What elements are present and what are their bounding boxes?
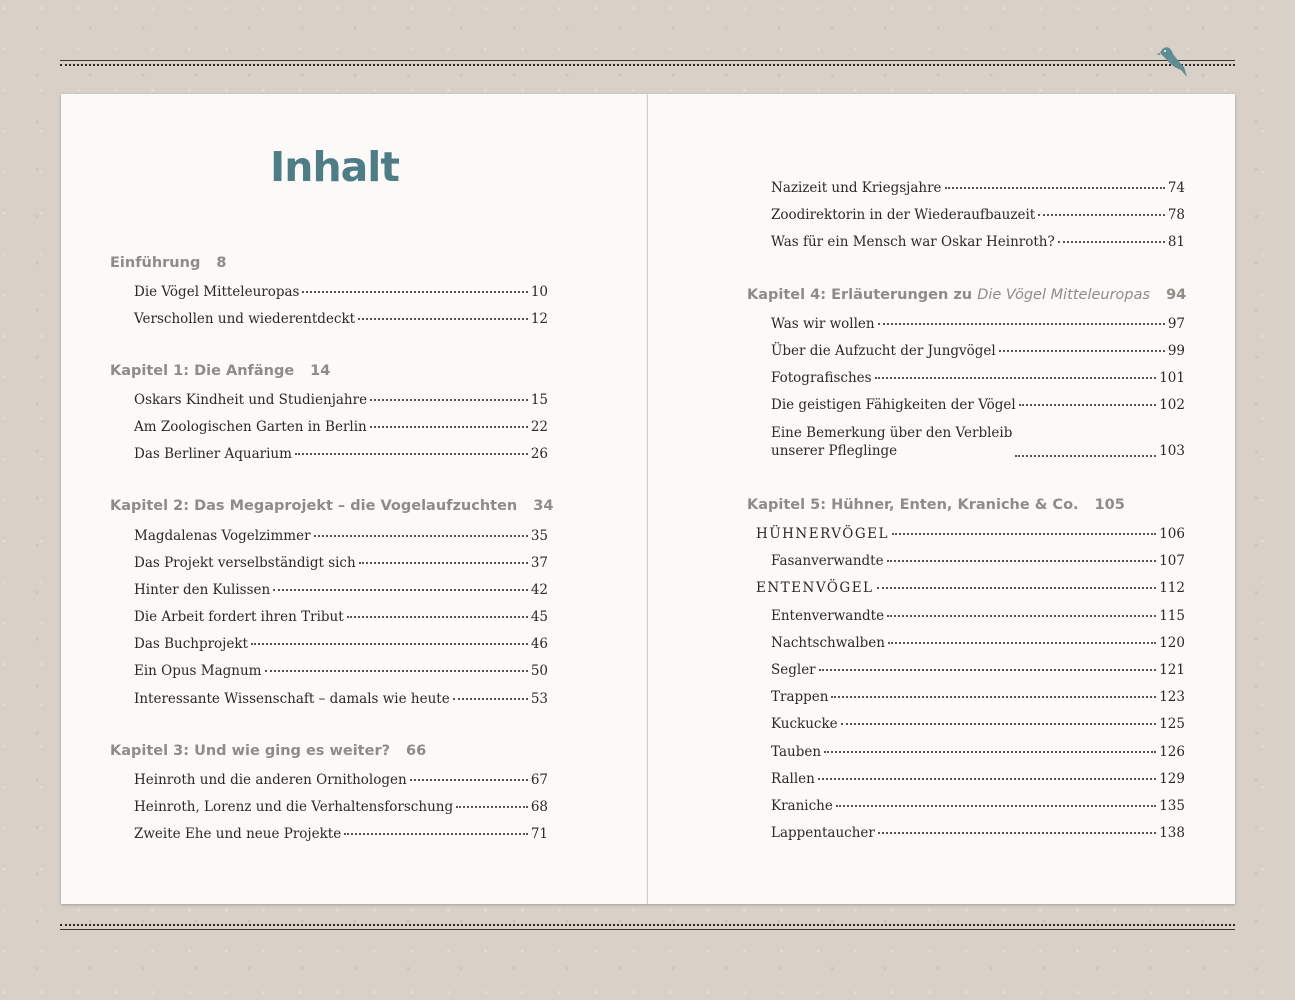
chapter-page: 34	[533, 498, 554, 514]
bird-icon	[1156, 41, 1190, 79]
toc-entry-label: Oskars Kindheit und Studienjahre	[134, 392, 368, 408]
toc-entry[interactable]	[134, 825, 548, 843]
toc-entry-label: Am Zoologischen Garten in Berlin	[134, 419, 367, 435]
toc-entry[interactable]	[134, 391, 548, 409]
chapter-heading[interactable]	[110, 743, 426, 759]
toc-entry[interactable]	[134, 635, 548, 653]
toc-entry-page: 53	[530, 691, 548, 707]
toc-entry-label: Heinroth, Lorenz und die Verhaltensforschung	[134, 799, 454, 815]
dot-leader	[273, 589, 528, 591]
toc-entry-label: Interessante Wissenschaft – damals wie heute	[134, 691, 450, 707]
toc-entry-page: 37	[530, 555, 548, 571]
dot-leader	[875, 377, 1157, 379]
dot-leader	[1058, 241, 1165, 243]
chapter-title: Einführung	[110, 255, 201, 271]
dot-leader	[302, 291, 527, 293]
dot-leader	[887, 560, 1157, 562]
toc-entry-label-line1: Eine Bemerkung über den Verbleib	[771, 425, 1013, 441]
chapter-page: 8	[216, 255, 227, 271]
toc-entry[interactable]	[134, 527, 548, 545]
dot-leader	[456, 806, 528, 808]
toc-entry[interactable]	[771, 607, 1185, 625]
toc-entry-page: 135	[1159, 798, 1185, 814]
toc-entry[interactable]	[771, 715, 1185, 733]
dot-leader	[453, 698, 528, 700]
dot-leader	[251, 643, 528, 645]
chapter-title: Kapitel 4: Erläuterungen zu	[747, 287, 978, 303]
toc-entry-page: 22	[530, 419, 548, 435]
toc-entry-page: 126	[1159, 744, 1185, 760]
toc-entry[interactable]	[771, 688, 1185, 706]
toc-entry-page: 102	[1159, 397, 1185, 413]
toc-entry[interactable]	[134, 554, 548, 572]
toc-entry[interactable]	[771, 824, 1185, 842]
toc-entry-label: Zweite Ehe und neue Projekte	[134, 826, 342, 842]
dot-leader	[878, 832, 1156, 834]
toc-entry-label: Die Vögel Mitteleuropas	[134, 284, 300, 300]
toc-entry[interactable]	[134, 581, 548, 599]
toc-entry-page: 12	[530, 311, 548, 327]
toc-entry-page: 106	[1159, 526, 1185, 542]
toc-entry-page: 67	[530, 772, 548, 788]
dot-leader	[818, 778, 1156, 780]
toc-entry-page: 112	[1159, 580, 1185, 596]
dot-leader	[1015, 455, 1156, 457]
toc-entry-page: 101	[1159, 370, 1185, 386]
toc-entry-page: 99	[1167, 343, 1185, 359]
dot-leader	[841, 723, 1157, 725]
toc-entry-label: Die geistigen Fähigkeiten der Vögel	[771, 397, 1016, 413]
toc-entry-label: HÜHNERVÖGEL	[756, 526, 889, 542]
toc-entry-label: Das Berliner Aquarium	[134, 446, 292, 462]
toc-entry-label: Tauben	[771, 744, 822, 760]
toc-entry[interactable]	[771, 315, 1185, 333]
toc-entry-label: Trappen	[771, 689, 829, 705]
chapter-heading[interactable]	[747, 287, 1186, 303]
toc-entry-label: Was für ein Mensch war Oskar Heinroth?	[771, 234, 1055, 250]
toc-entry-label: Das Buchprojekt	[134, 636, 248, 652]
dot-leader	[370, 399, 528, 401]
chapter-page: 105	[1094, 497, 1125, 513]
toc-entry-label: Segler	[771, 662, 816, 678]
toc-entry-label: Verschollen und wiederentdeckt	[134, 311, 356, 327]
chapter-heading[interactable]	[110, 363, 330, 379]
toc-entry[interactable]	[134, 418, 548, 436]
dot-leader	[878, 323, 1165, 325]
toc-entry[interactable]	[134, 798, 548, 816]
toc-entry[interactable]	[771, 552, 1185, 570]
toc-entry-label: Magdalenas Vogelzimmer	[134, 528, 311, 544]
toc-entry-page: 35	[530, 528, 548, 544]
top-border-rule	[60, 60, 1235, 66]
toc-entry-page: 15	[530, 392, 548, 408]
chapter-page: 14	[310, 363, 331, 379]
chapter-page: 66	[406, 743, 427, 759]
toc-entry[interactable]	[134, 662, 548, 680]
dot-leader	[888, 642, 1156, 644]
dot-leader	[877, 587, 1157, 589]
toc-entry[interactable]	[771, 206, 1185, 224]
toc-entry-label: Zoodirektorin in der Wiederaufbauzeit	[771, 207, 1036, 223]
dot-leader	[359, 562, 528, 564]
toc-entry[interactable]	[134, 690, 548, 708]
toc-entry-page: 68	[530, 799, 548, 815]
toc-entry-label: Nazizeit und Kriegsjahre	[771, 180, 942, 196]
dot-leader	[887, 615, 1156, 617]
toc-entry-page: 103	[1159, 443, 1185, 459]
toc-entry-page: 123	[1159, 689, 1185, 705]
toc-entry-label: Entenverwandte	[771, 608, 885, 624]
chapter-title: Kapitel 3: Und wie ging es weiter?	[110, 743, 391, 759]
dot-leader	[999, 350, 1165, 352]
chapter-title: Kapitel 5: Hühner, Enten, Kraniche & Co.	[747, 497, 1079, 513]
toc-entry[interactable]	[134, 608, 548, 626]
chapter-heading[interactable]	[110, 255, 226, 271]
dot-leader	[344, 833, 528, 835]
chapter-title-italic: Die Vögel Mitteleuropas	[977, 287, 1151, 303]
toc-entry-page: 42	[530, 582, 548, 598]
dot-leader	[358, 318, 528, 320]
toc-entry-label: Was wir wollen	[771, 316, 875, 332]
dot-leader	[314, 535, 528, 537]
toc-entry-page: 74	[1167, 180, 1185, 196]
toc-entry-page: 81	[1167, 234, 1185, 250]
toc-entry[interactable]	[771, 770, 1185, 788]
page-title: Inhalt	[270, 143, 399, 191]
toc-entry-page: 115	[1159, 608, 1185, 624]
toc-entry[interactable]	[771, 743, 1185, 761]
toc-entry-page: 46	[530, 636, 548, 652]
toc-entry-label: Hinter den Kulissen	[134, 582, 271, 598]
toc-entry-page: 45	[530, 609, 548, 625]
toc-entry-label: Kuckucke	[771, 716, 838, 732]
toc-entry-page: 78	[1167, 207, 1185, 223]
dot-leader	[892, 533, 1156, 535]
toc-entry[interactable]	[771, 342, 1185, 360]
toc-entry-label: Rallen	[771, 771, 815, 787]
toc-entry-label: Fotografisches	[771, 370, 872, 386]
toc-entry-page: 10	[530, 284, 548, 300]
dot-leader	[347, 616, 528, 618]
dot-leader	[295, 453, 528, 455]
chapter-page: 94	[1166, 287, 1187, 303]
toc-entry-label-line2: unserer Pfleglinge	[771, 443, 898, 459]
toc-entry[interactable]	[771, 797, 1185, 815]
toc-entry-label	[771, 424, 1012, 460]
dot-leader	[819, 669, 1157, 671]
toc-entry[interactable]	[771, 424, 1185, 460]
toc-entry-label: ENTENVÖGEL	[756, 580, 874, 596]
chapter-heading[interactable]	[747, 497, 1125, 513]
dot-leader	[265, 670, 528, 672]
dot-leader	[1038, 214, 1165, 216]
toc-entry[interactable]	[771, 634, 1185, 652]
toc-entry-page: 121	[1159, 662, 1185, 678]
dot-leader	[824, 751, 1156, 753]
toc-entry-label: Über die Aufzucht der Jungvögel	[771, 343, 996, 359]
toc-section-entry[interactable]	[756, 525, 1185, 543]
toc-entry[interactable]	[771, 233, 1185, 251]
toc-entry-label: Heinroth und die anderen Ornithologen	[134, 772, 407, 788]
chapter-heading[interactable]	[110, 498, 553, 514]
toc-entry[interactable]	[134, 310, 548, 328]
chapter-title: Kapitel 1: Die Anfänge	[110, 363, 295, 379]
toc-entry[interactable]	[771, 369, 1185, 387]
toc-entry[interactable]	[771, 396, 1185, 414]
toc-entry[interactable]	[134, 771, 548, 789]
bottom-border-rule	[60, 924, 1235, 930]
toc-entry-label: Ein Opus Magnum	[134, 663, 262, 679]
toc-entry[interactable]	[134, 445, 548, 463]
toc-entry[interactable]	[134, 283, 548, 301]
toc-entry-label: Fasanverwandte	[771, 553, 884, 569]
toc-entry-page: 138	[1159, 825, 1185, 841]
dot-leader	[410, 779, 528, 781]
toc-entry-page: 97	[1167, 316, 1185, 332]
dot-leader	[370, 426, 528, 428]
toc-entry-page: 125	[1159, 716, 1185, 732]
toc-entry-label: Lappentaucher	[771, 825, 875, 841]
dot-leader	[836, 805, 1156, 807]
dot-leader	[831, 696, 1156, 698]
toc-entry-page: 71	[530, 826, 548, 842]
toc-section-entry[interactable]	[756, 579, 1185, 597]
toc-entry[interactable]	[771, 661, 1185, 679]
toc-entry-label: Die Arbeit fordert ihren Tribut	[134, 609, 344, 625]
toc-entry-label: Nachtschwalben	[771, 635, 885, 651]
toc-entry-label: Das Projekt verselbständigt sich	[134, 555, 356, 571]
toc-entry[interactable]	[771, 179, 1185, 197]
toc-entry-page: 26	[530, 446, 548, 462]
toc-entry-label: Kraniche	[771, 798, 833, 814]
toc-entry-page: 107	[1159, 553, 1185, 569]
toc-entry-page: 50	[530, 663, 548, 679]
toc-entry-page: 129	[1159, 771, 1185, 787]
chapter-title: Kapitel 2: Das Megaprojekt – die Vogelaufzuchten	[110, 498, 518, 514]
dot-leader	[1019, 404, 1157, 406]
dot-leader	[945, 187, 1165, 189]
toc-entry-page: 120	[1159, 635, 1185, 651]
